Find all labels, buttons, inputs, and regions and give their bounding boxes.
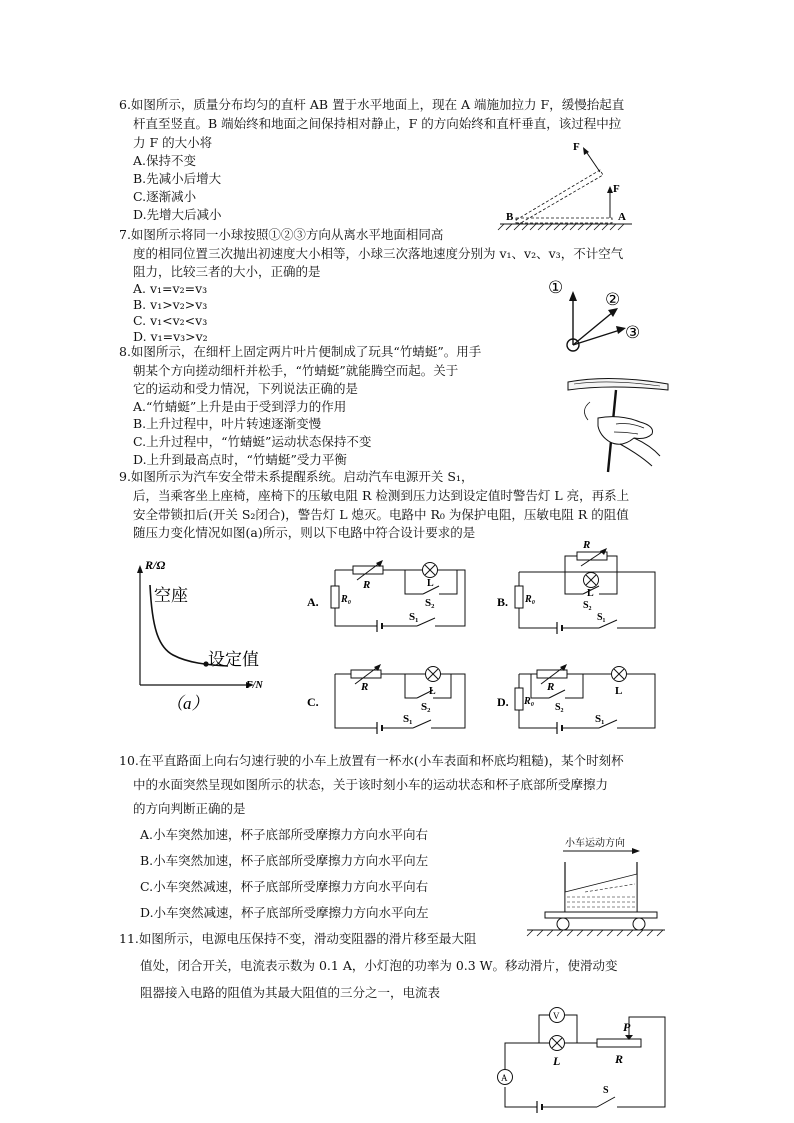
q6-rod-figure [500, 140, 640, 235]
q10-option-d: D.小车突然减速，杯子底部所受摩擦力方向水平向左 [140, 905, 429, 920]
q9-line-1: 9.如图所示为汽车安全带未系提醒系统。启动汽车电源开关 S₁， [119, 469, 474, 484]
q7-line-1: 7.如图所示将同一小球按照①②③方向从离水平地面相同高 [119, 227, 444, 242]
q9-graph-setpoint-label: 设定值 [208, 650, 259, 669]
q8-option-a: A.“竹蜻蜓”上升是由于受到浮力的作用 [133, 399, 347, 414]
q7-line-3: 阻力，比较三者的大小，正确的是 [133, 264, 321, 279]
q8-line-1: 8.如图所示，在细杆上固定两片叶片便制成了玩具“竹蜻蜓”。用手 [119, 344, 482, 359]
q9-graph-xlabel: F/N [246, 680, 263, 691]
q6-line-1: 6.如图所示，质量分布均匀的直杆 AB 置于水平地面上，现在 A 端施加拉力 F，缓慢抬起直 [119, 97, 625, 112]
q9-b-l: L [587, 588, 594, 599]
q11-line-1: 11.如图所示，电源电压保持不变，滑动变阻器的滑片移至最大阻 [119, 931, 477, 946]
q8-line-3: 它的运动和受力情况，下列说法正确的是 [133, 381, 359, 396]
q9-b-s1: S₁ [597, 612, 606, 623]
q6-option-d: D.先增大后减小 [133, 207, 222, 222]
q11-line-2: 值处，闭合开关，电流表示数为 0.1 A，小灯泡的功率为 0.3 W。移动滑片，使滑动变 [140, 958, 618, 973]
q10-option-a: A.小车突然加速，杯子底部所受摩擦力方向水平向右 [140, 827, 429, 842]
q6-line-3: 力 F 的大小将 [133, 135, 213, 150]
q7-option-b: B. v₁>v₂>v₃ [133, 297, 208, 312]
q9-b-s2: S₂ [583, 600, 592, 611]
q6-label-f1: F [573, 141, 580, 153]
q11-rheostat-label: R [615, 1052, 624, 1066]
q9-line-3: 安全带锁扣后(开关 S₂闭合)，警告灯 L 熄灭。电路中 R₀ 为保护电阻，压敏电阻 R 的阻值 [133, 507, 629, 522]
q7-dir-3: ③ [625, 323, 641, 342]
q9-c-s2: S₂ [421, 701, 431, 713]
q9-a-s1: S₁ [409, 611, 419, 623]
q9-d-l: L [615, 685, 623, 697]
q9-b-r0: R₀ [525, 594, 536, 605]
q9-line-2: 后，当乘客坐上座椅，座椅下的压敏电阻 R 检测到压力达到设定值时警告灯 L 亮，再系上 [133, 488, 630, 503]
q9-d-s2: S₂ [555, 702, 564, 713]
q6-label-a: A [618, 211, 626, 223]
q9-d-s1: S₁ [595, 713, 605, 725]
q9-line-4: 随压力变化情况如图(a)所示，则以下电路中符合设计要求的是 [133, 525, 476, 540]
q8-option-d: D.上升到最高点时，“竹蜻蜓”受力平衡 [133, 452, 347, 467]
q8-option-c: C.上升过程中，“竹蜻蜓”运动状态保持不变 [133, 434, 372, 449]
q9-a-l: L [427, 578, 434, 589]
q9-a-r0: R₀ [341, 594, 352, 605]
q9-graph-caption: （a） [166, 694, 209, 713]
q10-option-c: C.小车突然减速，杯子底部所受摩擦力方向水平向右 [140, 879, 429, 894]
q6-line-2: 杆直至竖直。B 端始终和地面之间保持相对静止，F 的方向始终和直杆垂直，该过程中拉 [133, 116, 622, 131]
q9-d-r0: R₀ [524, 696, 535, 707]
q9-circuit-a [305, 560, 475, 635]
q9-c-s1: S₁ [403, 713, 413, 725]
q6-option-c: C.逐渐减小 [133, 189, 197, 204]
q9-c-r: R [361, 681, 369, 693]
q10-line-2: 中的水面突然呈现如图所示的状态，关于该时刻小车的运动状态和杯子底部所受摩擦力 [133, 777, 609, 792]
q9-d-r: R [547, 681, 555, 693]
q7-option-a: A. v₁=v₂=v₃ [133, 281, 208, 296]
q7-option-d: D. v₁=v₃>v₂ [133, 329, 208, 344]
q6-label-f2: F [613, 183, 620, 195]
q9-circuit-d-label: D. [497, 695, 509, 709]
q10-line-1: 10.在平直路面上向右匀速行驶的小车上放置有一杯水(小车表面和杯底均粗糙)，某个时刻杯 [119, 753, 624, 768]
q6-option-b: B.先减小后增大 [133, 171, 222, 186]
q11-circuit-figure [493, 1005, 673, 1115]
q11-voltmeter-label: V [553, 1011, 560, 1021]
q6-label-b: B [506, 211, 514, 223]
q7-option-c: C. v₁<v₂<v₃ [133, 313, 208, 328]
q10-option-b: B.小车突然加速，杯子底部所受摩擦力方向水平向左 [140, 853, 429, 868]
q8-line-2: 朝某个方向搓动细杆并松手，“竹蜻蜓”就能腾空而起。关于 [133, 363, 459, 378]
q9-graph-empty-label: 空座 [154, 586, 188, 605]
q11-slider-label: P [623, 1020, 631, 1034]
q10-direction-label: 小车运动方向 [565, 838, 625, 849]
q9-circuit-d [495, 658, 665, 738]
q11-switch-label: S [603, 1085, 609, 1096]
q9-circuit-b-label: B. [497, 595, 509, 609]
q11-line-3: 阻器接入电路的阻值为其最大阻值的三分之一，电流表 [140, 985, 441, 1000]
q7-projectile-figure [545, 275, 655, 360]
q8-option-b: B.上升过程中，叶片转速逐渐变慢 [133, 416, 322, 431]
q10-cart-figure [525, 832, 665, 942]
q8-bamboo-dragonfly-figure [560, 370, 675, 475]
q9-circuit-c [305, 658, 475, 738]
q9-circuit-a-label: A. [307, 595, 319, 609]
q9-circuit-c-label: C. [307, 695, 319, 709]
q11-ammeter-label: A [501, 1073, 508, 1083]
q9-graph-ylabel: R/Ω [145, 558, 166, 572]
q11-lamp-label: L [553, 1054, 561, 1068]
q9-graph-a [128, 557, 278, 717]
q7-dir-1: ① [548, 278, 564, 297]
q9-c-l: L [429, 686, 436, 697]
q10-line-3: 的方向判断正确的是 [133, 801, 246, 816]
q6-option-a: A.保持不变 [133, 153, 197, 168]
q9-b-r: R [583, 539, 591, 551]
q7-dir-2: ② [605, 290, 621, 309]
q9-circuit-b [495, 539, 665, 635]
q9-a-r: R [363, 579, 371, 591]
q9-a-s2: S₂ [425, 597, 435, 609]
q7-line-2: 度的相同位置三次抛出初速度大小相等，小球三次落地速度分别为 v₁、v₂、v₃，不计空气 [133, 246, 624, 261]
